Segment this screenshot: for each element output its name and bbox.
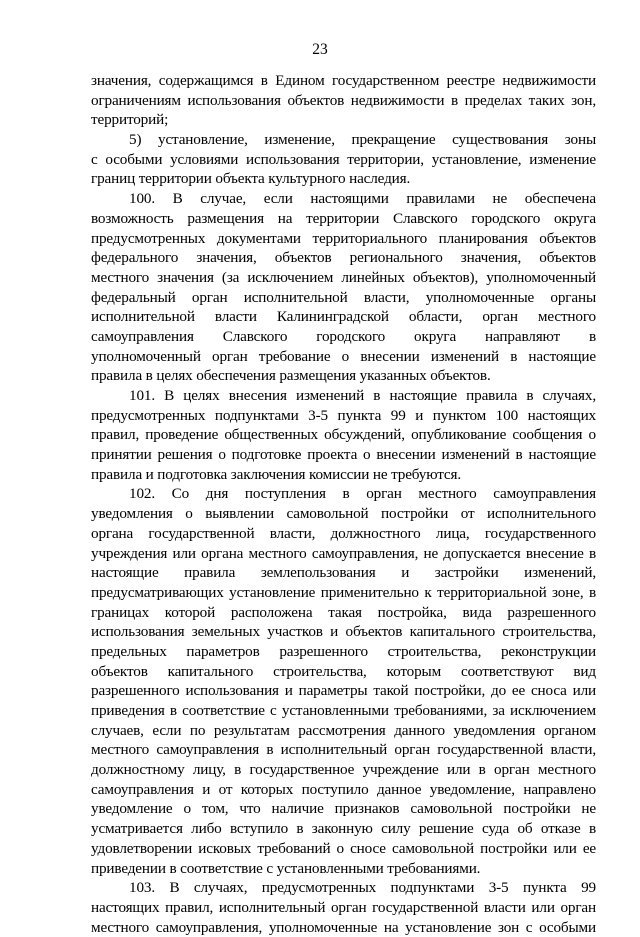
text-line: предусмотренных документами территориального планирования объектов xyxy=(91,229,596,247)
text-line: границах которой расположена такая постройка, вида разрешенного xyxy=(91,603,596,621)
text-line: настоящих правил, исполнительный орган государственной власти или орган xyxy=(91,898,596,916)
paragraph xyxy=(91,878,596,937)
text-line: предусматривающих установление применительно к территориальной зоне, в xyxy=(91,583,596,601)
text-line: границ территории объекта культурного наследия. xyxy=(91,170,411,188)
text-line: уполномоченный орган требование о внесении изменений в настоящие xyxy=(91,347,596,365)
text-line: удовлетворении исковых требований о сносе самовольной постройки или ее xyxy=(91,839,596,857)
text-line: приведении в соответствие с установленными требованиями. xyxy=(91,859,481,877)
paragraph xyxy=(91,130,596,189)
text-line: территорий; xyxy=(91,111,169,129)
page-number: 23 xyxy=(312,41,328,58)
text-line: уведомление о том, что наличие признаков самовольной постройки не xyxy=(91,800,596,818)
text-line: исполнительной власти Калининградской области, орган местного xyxy=(91,308,596,326)
paragraph xyxy=(91,484,596,878)
text-line: усматривается либо вступило в законную силу решение суда об отказе в xyxy=(91,820,596,838)
text-line: настоящие правила землепользования и застройки изменений, xyxy=(91,564,596,582)
text-line: разрешенного использования и параметры такой постройки, до ее сноса или xyxy=(91,682,596,700)
text-line: правил, проведение общественных обсуждений, опубликование сообщения о xyxy=(91,426,596,444)
text-line: федеральный орган исполнительной власти, уполномоченные органы xyxy=(91,288,596,306)
text-line: предусмотренных подпунктами 3-5 пункта 99 и пунктом 100 настоящих xyxy=(91,406,596,424)
text-line: 103. В случаях, предусмотренных подпунктами 3-5 пункта 99 xyxy=(129,879,596,897)
text-line: с особыми условиями использования территории, установление, изменение xyxy=(91,150,596,168)
text-line: самоуправления Славского городского округа направляют в xyxy=(91,327,596,345)
paragraph xyxy=(91,71,596,130)
text-line: случаев, если по результатам рассмотрения данного уведомления органом xyxy=(91,721,596,739)
text-line: местного значения (за исключением линейных объектов), уполномоченный xyxy=(91,268,596,286)
text-line: объектов капитального строительства, которым соответствуют вид xyxy=(91,662,596,680)
text-line: уведомления о выявлении самовольной постройки от исполнительного xyxy=(91,505,596,523)
text-line: ограничениям использования объектов недвижимости в пределах таких зон, xyxy=(91,91,596,109)
text-line: значения, содержащимся в Едином государственном реестре недвижимости xyxy=(91,72,596,89)
text-line: 101. В целях внесения изменений в настоящие правила в случаях, xyxy=(129,387,596,404)
text-line: использования земельных участков и объектов капитального строительства, xyxy=(91,623,596,641)
text-line: принятии решения о подготовке проекта о внесении изменений в настоящие xyxy=(91,446,596,464)
text-line: 5) установление, изменение, прекращение существования зоны xyxy=(129,131,596,149)
text-line: возможность размещения на территории Славского городского округа xyxy=(91,209,596,227)
paragraph xyxy=(91,189,596,386)
text-line: 100. В случае, если настоящими правилами не обеспечена xyxy=(129,190,596,208)
text-line: правила в целях обеспечения размещения указанных объектов. xyxy=(91,367,491,385)
text-line: органа государственной власти, должностного лица, государственного xyxy=(91,524,596,542)
document-body xyxy=(91,71,596,937)
paragraph xyxy=(91,386,596,484)
text-line: должностному лицу, в государственное учреждение или в орган местного xyxy=(91,761,596,779)
text-line: 102. Со дня поступления в орган местного самоуправления xyxy=(129,485,596,503)
text-line: федерального значения, объектов регионального значения, объектов xyxy=(91,249,596,267)
text-line: местного самоуправления, уполномоченные на установление зон с особыми xyxy=(91,918,596,936)
text-line: местного самоуправления в исполнительный орган государственной власти, xyxy=(91,741,596,759)
text-line: самоуправления и от которых поступило данное уведомление, направлено xyxy=(91,780,596,798)
text-line: учреждения или органа местного самоуправления, не допускается внесение в xyxy=(91,544,596,562)
text-line: приведения в соответствие с установленными требованиями, за исключением xyxy=(91,702,596,719)
text-line: предельных параметров разрешенного строительства, реконструкции xyxy=(91,642,596,660)
text-line: правила и подготовка заключения комиссии не требуются. xyxy=(91,465,461,483)
